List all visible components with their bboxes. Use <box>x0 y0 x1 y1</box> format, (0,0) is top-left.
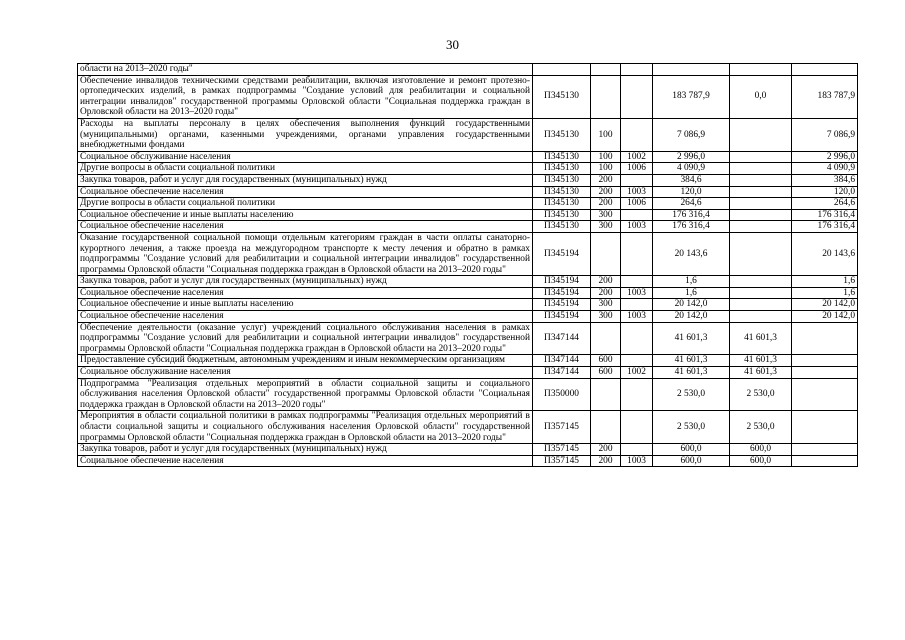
row-federal-amount: 41 601,3 <box>730 322 792 355</box>
row-expense-type <box>591 322 621 355</box>
row-description: Расходы на выплаты персоналу в целях обеспечения выполнения функций государственными (муниципальными) органами, казенными учреждениями, органами управления государственными внебюджетными фондами <box>78 118 533 151</box>
row-description: Закупка товаров, работ и услуг для государственных (муниципальных) нужд <box>78 276 533 288</box>
row-target-code: П357145 <box>533 444 591 456</box>
row-description: Предоставление субсидий бюджетным, автономным учреждениям и иным некоммерческим организациям <box>78 355 533 367</box>
row-federal-amount <box>730 311 792 323</box>
row-description: Социальное обслуживание населения <box>78 151 533 163</box>
row-description: области на 2013–2020 годы" <box>78 64 533 76</box>
row-total-amount: 2 996,0 <box>653 151 730 163</box>
row-expense-type: 100 <box>591 151 621 163</box>
row-total-amount: 41 601,3 <box>653 355 730 367</box>
row-regional-amount: 20 143,6 <box>792 232 858 275</box>
row-total-amount: 600,0 <box>653 455 730 467</box>
table-row <box>78 276 858 288</box>
row-expense-type: 200 <box>591 276 621 288</box>
row-description: Социальное обеспечение населения <box>78 311 533 323</box>
row-regional-amount: 1,6 <box>792 287 858 299</box>
row-section-code <box>621 209 653 221</box>
table-row <box>78 198 858 210</box>
row-federal-amount <box>730 174 792 186</box>
row-regional-amount: 264,6 <box>792 198 858 210</box>
table-body <box>78 64 858 467</box>
table-row <box>78 118 858 151</box>
row-federal-amount: 41 601,3 <box>730 355 792 367</box>
table-row <box>78 322 858 355</box>
row-total-amount: 2 530,0 <box>653 378 730 411</box>
row-target-code: П345130 <box>533 75 591 118</box>
row-expense-type: 100 <box>591 118 621 151</box>
row-expense-type: 600 <box>591 367 621 379</box>
row-federal-amount <box>730 276 792 288</box>
row-target-code: П357145 <box>533 411 591 444</box>
table-row <box>78 299 858 311</box>
row-section-code: 1006 <box>621 198 653 210</box>
row-target-code: П350000 <box>533 378 591 411</box>
row-target-code: П345194 <box>533 287 591 299</box>
row-total-amount: 2 530,0 <box>653 411 730 444</box>
row-regional-amount <box>792 322 858 355</box>
row-regional-amount: 20 142,0 <box>792 299 858 311</box>
row-target-code: П345130 <box>533 174 591 186</box>
row-description: Обеспечение деятельности (оказание услуг) учреждений социального обслуживания населения в рамках подпрограммы "Создание условий для реабилитации и социальной интеграции инвалидов" государственной программы Орловской области "Социальная поддержка граждан в Орловской области на 2013–2020 годы" <box>78 322 533 355</box>
row-total-amount: 20 143,6 <box>653 232 730 275</box>
row-section-code: 1006 <box>621 163 653 175</box>
row-expense-type <box>591 411 621 444</box>
row-regional-amount: 384,6 <box>792 174 858 186</box>
table-row <box>78 287 858 299</box>
row-expense-type: 200 <box>591 444 621 456</box>
row-expense-type <box>591 232 621 275</box>
table-row <box>78 186 858 198</box>
row-expense-type: 300 <box>591 299 621 311</box>
row-section-code <box>621 444 653 456</box>
row-section-code: 1002 <box>621 367 653 379</box>
row-expense-type: 300 <box>591 311 621 323</box>
row-section-code <box>621 75 653 118</box>
table-row <box>78 311 858 323</box>
row-section-code <box>621 299 653 311</box>
row-federal-amount: 600,0 <box>730 444 792 456</box>
table-row <box>78 411 858 444</box>
row-expense-type: 300 <box>591 209 621 221</box>
row-expense-type: 200 <box>591 198 621 210</box>
row-federal-amount <box>730 64 792 76</box>
row-section-code <box>621 118 653 151</box>
row-federal-amount <box>730 198 792 210</box>
row-expense-type: 200 <box>591 287 621 299</box>
row-target-code: П345130 <box>533 118 591 151</box>
row-total-amount: 384,6 <box>653 174 730 186</box>
row-regional-amount: 120,0 <box>792 186 858 198</box>
row-regional-amount <box>792 455 858 467</box>
row-expense-type: 600 <box>591 355 621 367</box>
row-federal-amount <box>730 221 792 233</box>
row-total-amount: 20 142,0 <box>653 299 730 311</box>
row-federal-amount <box>730 232 792 275</box>
row-federal-amount <box>730 186 792 198</box>
row-total-amount: 264,6 <box>653 198 730 210</box>
row-total-amount: 7 086,9 <box>653 118 730 151</box>
row-federal-amount: 0,0 <box>730 75 792 118</box>
row-target-code: П345194 <box>533 276 591 288</box>
row-target-code: П345130 <box>533 186 591 198</box>
row-expense-type: 200 <box>591 186 621 198</box>
row-target-code: П345130 <box>533 151 591 163</box>
row-total-amount: 176 316,4 <box>653 221 730 233</box>
row-expense-type <box>591 378 621 411</box>
row-description: Другие вопросы в области социальной политики <box>78 198 533 210</box>
table-row <box>78 209 858 221</box>
row-regional-amount: 2 996,0 <box>792 151 858 163</box>
table-row <box>78 64 858 76</box>
table-row <box>78 151 858 163</box>
row-section-code <box>621 378 653 411</box>
row-target-code: П345130 <box>533 221 591 233</box>
table-row <box>78 174 858 186</box>
row-federal-amount <box>730 287 792 299</box>
row-total-amount: 120,0 <box>653 186 730 198</box>
table-row <box>78 367 858 379</box>
row-target-code: П347144 <box>533 355 591 367</box>
row-target-code: П345130 <box>533 198 591 210</box>
row-regional-amount: 176 316,4 <box>792 209 858 221</box>
row-federal-amount: 2 530,0 <box>730 378 792 411</box>
row-description: Подпрограмма "Реализация отдельных мероприятий в области социальной защиты и социального обслуживания населения Орловской области" государственной программы Орловской области "Социальная поддержка граждан в Орловской области на 2013–2020 годы" <box>78 378 533 411</box>
row-section-code: 1003 <box>621 455 653 467</box>
table-row <box>78 163 858 175</box>
row-section-code <box>621 355 653 367</box>
row-section-code <box>621 322 653 355</box>
table-row <box>78 355 858 367</box>
row-description: Закупка товаров, работ и услуг для государственных (муниципальных) нужд <box>78 444 533 456</box>
row-expense-type <box>591 75 621 118</box>
row-section-code: 1003 <box>621 221 653 233</box>
row-section-code <box>621 64 653 76</box>
row-description: Оказание государственной социальной помощи отдельным категориям граждан в части оплаты санаторно-курортного лечения, а также проезда на междугородном транспорте к месту лечения и обратно в рамках подпрограммы "Создание условий для реабилитации и социальной интеграции инвалидов" государственной программы Орловской области "Социальная поддержка граждан в Орловской области на 2013–2020 годы" <box>78 232 533 275</box>
row-federal-amount <box>730 163 792 175</box>
row-target-code <box>533 64 591 76</box>
row-expense-type: 300 <box>591 221 621 233</box>
row-total-amount <box>653 64 730 76</box>
row-regional-amount <box>792 64 858 76</box>
table-row <box>78 232 858 275</box>
row-description: Социальное обеспечение населения <box>78 455 533 467</box>
row-regional-amount <box>792 378 858 411</box>
row-target-code: П357145 <box>533 455 591 467</box>
row-federal-amount: 600,0 <box>730 455 792 467</box>
row-total-amount: 600,0 <box>653 444 730 456</box>
row-regional-amount: 4 090,9 <box>792 163 858 175</box>
row-section-code: 1003 <box>621 311 653 323</box>
row-target-code: П345130 <box>533 163 591 175</box>
row-target-code: П345194 <box>533 311 591 323</box>
row-section-code <box>621 232 653 275</box>
row-expense-type: 200 <box>591 174 621 186</box>
row-federal-amount <box>730 151 792 163</box>
row-total-amount: 1,6 <box>653 287 730 299</box>
row-section-code <box>621 276 653 288</box>
row-section-code: 1002 <box>621 151 653 163</box>
row-description: Закупка товаров, работ и услуг для государственных (муниципальных) нужд <box>78 174 533 186</box>
row-total-amount: 41 601,3 <box>653 367 730 379</box>
budget-table <box>77 63 858 467</box>
row-regional-amount: 183 787,9 <box>792 75 858 118</box>
row-regional-amount <box>792 355 858 367</box>
row-description: Социальное обеспечение населения <box>78 287 533 299</box>
table-row <box>78 221 858 233</box>
row-total-amount: 41 601,3 <box>653 322 730 355</box>
row-regional-amount <box>792 411 858 444</box>
row-regional-amount <box>792 367 858 379</box>
row-description: Обеспечение инвалидов техническими средствами реабилитации, включая изготовление и ремонт протезно-ортопедических изделий, в рамках подпрограммы "Создание условий для реабилитации и социальной интеграции инвалидов" государственной программы Орловской области "Социальная поддержка граждан в Орловской области на 2013–2020 годы" <box>78 75 533 118</box>
row-regional-amount: 20 142,0 <box>792 311 858 323</box>
page-number: 30 <box>446 37 459 52</box>
row-federal-amount <box>730 299 792 311</box>
row-target-code: П345194 <box>533 232 591 275</box>
table-row <box>78 75 858 118</box>
row-section-code: 1003 <box>621 287 653 299</box>
row-target-code: П345130 <box>533 209 591 221</box>
row-regional-amount <box>792 444 858 456</box>
row-total-amount: 1,6 <box>653 276 730 288</box>
row-total-amount: 183 787,9 <box>653 75 730 118</box>
row-regional-amount: 7 086,9 <box>792 118 858 151</box>
row-target-code: П347144 <box>533 367 591 379</box>
row-description: Мероприятия в области социальной политики в рамках подпрограммы "Реализация отдельных мероприятий в области социальной защиты и социального обслуживания населения Орловской области" государственной программы Орловской области "Социальная поддержка граждан в Орловской области на 2013–2020 годы" <box>78 411 533 444</box>
table-row <box>78 378 858 411</box>
row-total-amount: 4 090,9 <box>653 163 730 175</box>
table-row <box>78 444 858 456</box>
row-federal-amount <box>730 209 792 221</box>
row-description: Социальное обеспечение населения <box>78 221 533 233</box>
row-description: Социальное обеспечение и иные выплаты населению <box>78 299 533 311</box>
row-description: Социальное обслуживание населения <box>78 367 533 379</box>
row-expense-type <box>591 64 621 76</box>
row-description: Социальное обеспечение и иные выплаты населению <box>78 209 533 221</box>
row-regional-amount: 1,6 <box>792 276 858 288</box>
row-description: Социальное обеспечение населения <box>78 186 533 198</box>
row-federal-amount <box>730 118 792 151</box>
row-target-code: П345194 <box>533 299 591 311</box>
row-expense-type: 200 <box>591 455 621 467</box>
row-regional-amount: 176 316,4 <box>792 221 858 233</box>
row-section-code <box>621 174 653 186</box>
row-federal-amount: 41 601,3 <box>730 367 792 379</box>
row-federal-amount: 2 530,0 <box>730 411 792 444</box>
row-description: Другие вопросы в области социальной политики <box>78 163 533 175</box>
row-expense-type: 100 <box>591 163 621 175</box>
row-total-amount: 176 316,4 <box>653 209 730 221</box>
row-section-code: 1003 <box>621 186 653 198</box>
row-total-amount: 20 142,0 <box>653 311 730 323</box>
table-row <box>78 455 858 467</box>
row-section-code <box>621 411 653 444</box>
row-target-code: П347144 <box>533 322 591 355</box>
